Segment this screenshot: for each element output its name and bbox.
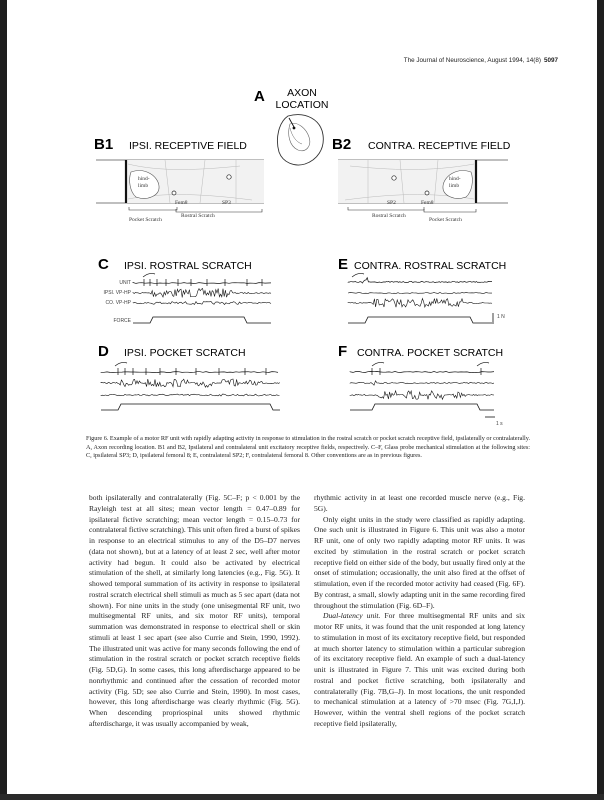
e-stim-arrow bbox=[352, 273, 364, 277]
e-force-trace bbox=[348, 317, 492, 323]
panel-a-title-line1: AXON bbox=[287, 87, 317, 99]
d-contra-trace bbox=[101, 394, 280, 396]
f-force-trace bbox=[350, 404, 494, 410]
c-force-trace bbox=[133, 317, 271, 323]
e-contra-trace bbox=[348, 299, 492, 308]
scan-border-bottom bbox=[0, 794, 604, 800]
panel-b1-title: IPSI. RECEPTIVE FIELD bbox=[129, 140, 247, 152]
b1-hindlimb-label-2: limb bbox=[138, 183, 149, 189]
panel-f-recordings bbox=[350, 362, 495, 417]
d-force-trace bbox=[101, 404, 280, 410]
panel-a-title-line2: LOCATION bbox=[275, 99, 329, 111]
contra-receptive-field-map bbox=[338, 160, 508, 223]
body-column-left bbox=[89, 493, 300, 730]
c-contra-trace bbox=[133, 302, 271, 305]
b2-hindlimb-label-2: limb bbox=[449, 183, 460, 189]
right-paragraph-1: rhythmic activity in at least one recorded muscle nerve (e.g., Fig. 5G). bbox=[314, 493, 525, 513]
panel-c-letter: C bbox=[98, 256, 109, 273]
panel-b2-letter: B2 bbox=[332, 136, 352, 153]
b1-sp-label: SP3 bbox=[222, 200, 231, 206]
b1-rostral-scratch-label: Rostral Scratch bbox=[181, 213, 215, 219]
c-unit-trace-baseline bbox=[133, 283, 271, 284]
b1-hindlimb-label-1: hind- bbox=[138, 176, 150, 182]
panel-b1-letter: B1 bbox=[94, 136, 114, 153]
trace-label-unit: UNIT bbox=[119, 280, 131, 286]
f-unit-trace-baseline bbox=[350, 372, 494, 373]
left-paragraph: both ipsilaterally and contralaterally (Fig. 5C–F; p < 0.001 by the Rayleigh test at all sites; mean vector length = 0.47–0.89 for ipsilateral fictive scratching; mean vector length = 0.15–0.73 for contralateral fictive scratching). This unit often fired a burst of spikes in response to an electrical stimulus to any of the D5–D7 nerves (data not shown), but at a latency of at least 2 sec, well after motor activity had begun. It could also be activated by electrical stimulation of the shell, at similarly long latencies (e.g., Fig. 5G). It showed temporal summation of its activity in response to ipsilateral rostral scratch electrical shell stimuli as much as 5 sec apart (data not shown). For nine units in the study (one unisegmental RF unit, two multisegmental RF units, and six motor RF units), temporal summation was demonstrated in response to electrical shell or skin stimuli at least 1 sec apart (see also Currie and Stein, 1990, 1992). The illustrated unit was active for many seconds following the end of stimulation in the rostral scratch or pocket scratch receptive fields (Fig. 5D,G). In some cases, this long afterdischarge appeared to be nonrhythmic and continued after the cessation of recorded motor activity (Fig. 5D; see also Currie and Stein, 1990). In most cases, however, this long afterdischarge was clearly rhythmic (Fig. 5G). When descending propriospinal units showed rhythmic afterdischarge, it was usually accompanied by weak, bbox=[89, 493, 300, 728]
panel-d-recordings bbox=[101, 362, 280, 410]
e-ipsi-trace bbox=[348, 293, 492, 294]
b2-sp-label: SP2 bbox=[387, 200, 396, 206]
right-paragraph-3 bbox=[314, 611, 525, 729]
e-unit-trace bbox=[348, 278, 492, 283]
panel-d-letter: D bbox=[98, 343, 109, 360]
c-ipsi-trace bbox=[133, 289, 271, 298]
trace-label-co-vp-hp: CO. VP-HP bbox=[105, 300, 131, 306]
panel-b2-title: CONTRA. RECEPTIVE FIELD bbox=[368, 140, 511, 152]
d-stim-arrow bbox=[115, 362, 127, 366]
figure-caption: Figure 6. Example of a motor RF unit with rapidly adapting activity in response to stimulation in the rostral scratch or pocket scratch receptive field, ipsilaterally or contralaterally. A, Axon recording location. B1 and B2, Ipsilateral and contralateral unit excitatory receptive fields, respectively. C–F, Glass probe mechanical stimulation at the following sites: C, ipsilateral SP3; D, ipsilateral femoral 8; E, contralateral SP2; F, contralateral femoral 8. Other conventions are as in previous figures. bbox=[86, 435, 530, 460]
spinal-cord-cross-section bbox=[277, 115, 323, 165]
ipsi-receptive-field-map bbox=[96, 160, 264, 223]
right-paragraph-2: Only eight units in the study were classified as rapidly adapting. One such unit is illustrated in Figure 6. This unit was also a motor RF unit, one of only two rapidly adapting motor RF units. It was excited by stimulation in the rostral scratch or pocket scratch receptive field on either side of the body, but usually fired only at the onset of stimulation; occasionally, the unit also fired at the offset of stimulation, even if the recorded motor activity had ceased (Fig. 6F). By contrast, a small, slowly adapting unit in the same recording fired throughout the stimulation (Fig. 6D–F). bbox=[314, 514, 525, 610]
dual-latency-text: For three multisegmental RF units and six motor RF units, it was found that the unit responded at long latency to stimulation in most of its excitatory receptive field, but responded at much shorter latency to stimulation within a particular subregion of its excitatory receptive field. An example of such a dual-latency unit is illustrated in Figure 7. This unit was excited during both rostral and pocket fictive scratching, both ipsilaterally and contralaterally (Fig. 7B,G–J). In most locations, the unit responded to mechanical stimulation at a latency of >70 msec (Fig. 7G,I,J). However, within the ventral shell regions of the pocket scratch receptive field ipsilaterally, bbox=[314, 611, 525, 728]
panel-e-recordings bbox=[348, 273, 493, 324]
trace-label-force: FORCE bbox=[113, 318, 131, 324]
panel-d-title: IPSI. POCKET SCRATCH bbox=[124, 347, 246, 359]
f-offset-arrow bbox=[477, 362, 489, 366]
d-unit-trace-baseline bbox=[101, 372, 278, 373]
panel-c-title: IPSI. ROSTRAL SCRATCH bbox=[124, 260, 252, 272]
b2-rostral-scratch-label: Rostral Scratch bbox=[372, 213, 406, 219]
force-scale-label: 1 N bbox=[497, 314, 505, 320]
panel-f-letter: F bbox=[338, 343, 348, 360]
b2-pocket-scratch-label: Pocket Scratch bbox=[429, 217, 462, 223]
b1-fem-label: Fem8 bbox=[175, 200, 188, 206]
panel-f-title: CONTRA. POCKET SCRATCH bbox=[357, 347, 504, 359]
c-stim-arrow bbox=[143, 273, 155, 277]
f-ipsi-trace bbox=[350, 381, 494, 385]
f-stim-arrow bbox=[372, 362, 384, 366]
b1-pocket-scratch-label: Pocket Scratch bbox=[129, 217, 162, 223]
dual-latency-heading: Dual-latency unit. bbox=[323, 611, 381, 621]
panel-c-recordings bbox=[133, 273, 271, 323]
trace-label-ipsi-vp-hp: IPSI. VP-HP bbox=[103, 290, 131, 296]
body-column-right bbox=[314, 493, 525, 730]
panel-a-letter: A bbox=[254, 88, 265, 105]
b2-hindlimb-label-1: hind- bbox=[449, 176, 461, 182]
time-scale-label: 1 s bbox=[496, 421, 503, 427]
journal-citation: The Journal of Neuroscience, August 1994, 14(8) bbox=[403, 57, 541, 64]
d-ipsi-trace bbox=[101, 379, 280, 387]
page-number: 5097 bbox=[543, 57, 558, 64]
b2-fem-label: Fem8 bbox=[421, 200, 434, 206]
f-contra-trace bbox=[350, 391, 494, 400]
panel-e-letter: E bbox=[338, 256, 349, 273]
panel-e-title: CONTRA. ROSTRAL SCRATCH bbox=[354, 260, 507, 272]
